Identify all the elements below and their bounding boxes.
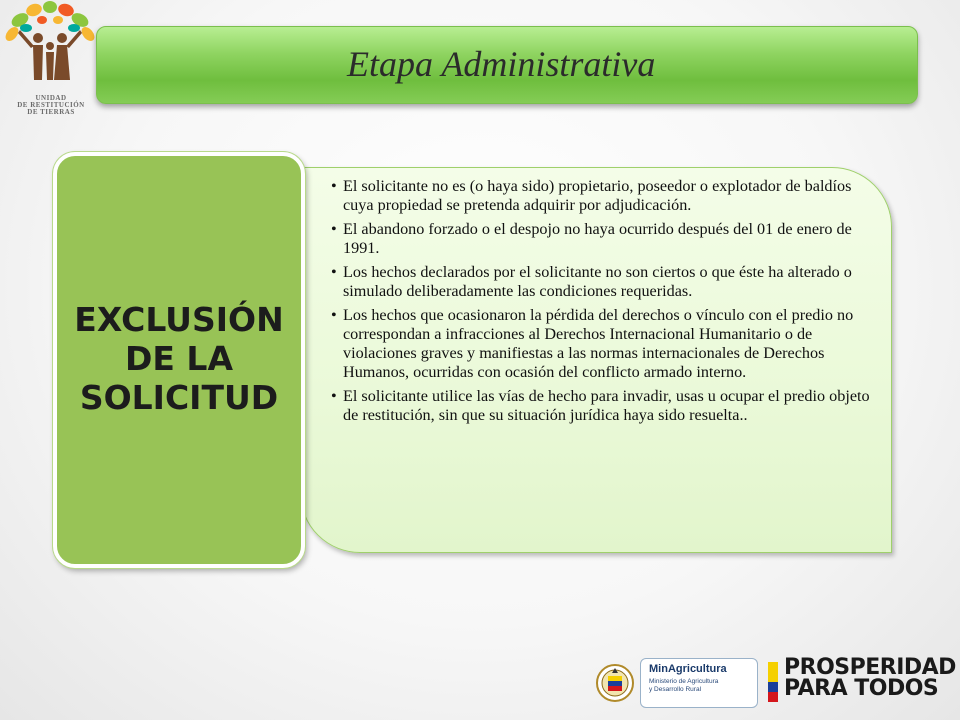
criteria-item: • El solicitante no es (o haya sido) propietario, poseedor o explotador de baldíos cuya propiedad se pretenda adquirir por adjudicación.: [329, 177, 879, 215]
slide-title: Etapa Administrativa: [347, 44, 656, 84]
logo-text-line3: DE TIERRAS: [27, 108, 75, 116]
exclusion-label-box: [53, 152, 305, 568]
criteria-item: • El solicitante utilice las vías de hecho para invadir, usas u ocupar el predio objeto de restitución, sin que su situación jurídica haya sido resuelta..: [329, 387, 879, 425]
title-bar: [96, 26, 918, 104]
exclusion-label: [57, 300, 301, 417]
unidad-restitucion-logo: [0, 0, 102, 122]
colombia-flag-icon: [768, 662, 778, 702]
minagricultura-logo: [640, 658, 758, 708]
ministry-name: MinAgricultura: [649, 663, 727, 675]
ministry-subtitle-1: Ministerio de Agricultura: [649, 678, 719, 685]
ministry-subtitle-2: y Desarrollo Rural: [649, 686, 702, 693]
slogan-line2: PARA TODOS: [784, 676, 939, 701]
footer-logos: [588, 640, 960, 720]
exclusion-label-line2: DE LA: [125, 339, 233, 378]
logo-text-line2: DE RESTITUCIÓN: [17, 101, 85, 109]
criteria-item: • El abandono forzado o el despojo no haya ocurrido después del 01 de enero de 1991.: [329, 220, 879, 258]
criteria-list: [329, 177, 879, 430]
criteria-content-box: [300, 167, 892, 553]
logo-text-line1: UNIDAD: [35, 94, 67, 102]
tree-family-icon: [0, 0, 102, 95]
exclusion-label-line3: SOLICITUD: [79, 378, 279, 417]
criteria-item: • Los hechos que ocasionaron la pérdida del derechos o vínculo con el predio no correspondan a infracciones al Derechos Internacional Humanitario o de violaciones graves y manifiestas a las normas internacionales de Derechos Humanos, ocurridas con ocasión del conflicto armado interno.: [329, 306, 879, 382]
slogan-line1: PROSPERIDAD: [784, 655, 956, 680]
exclusion-label-line1: EXCLUSIÓN: [74, 300, 284, 339]
criteria-item: • Los hechos declarados por el solicitante no son ciertos o que éste ha alterado o simulado deliberadamente las condiciones requeridas.: [329, 263, 879, 301]
colombia-seal-icon: [596, 658, 634, 708]
prosperidad-slogan: [784, 657, 956, 699]
